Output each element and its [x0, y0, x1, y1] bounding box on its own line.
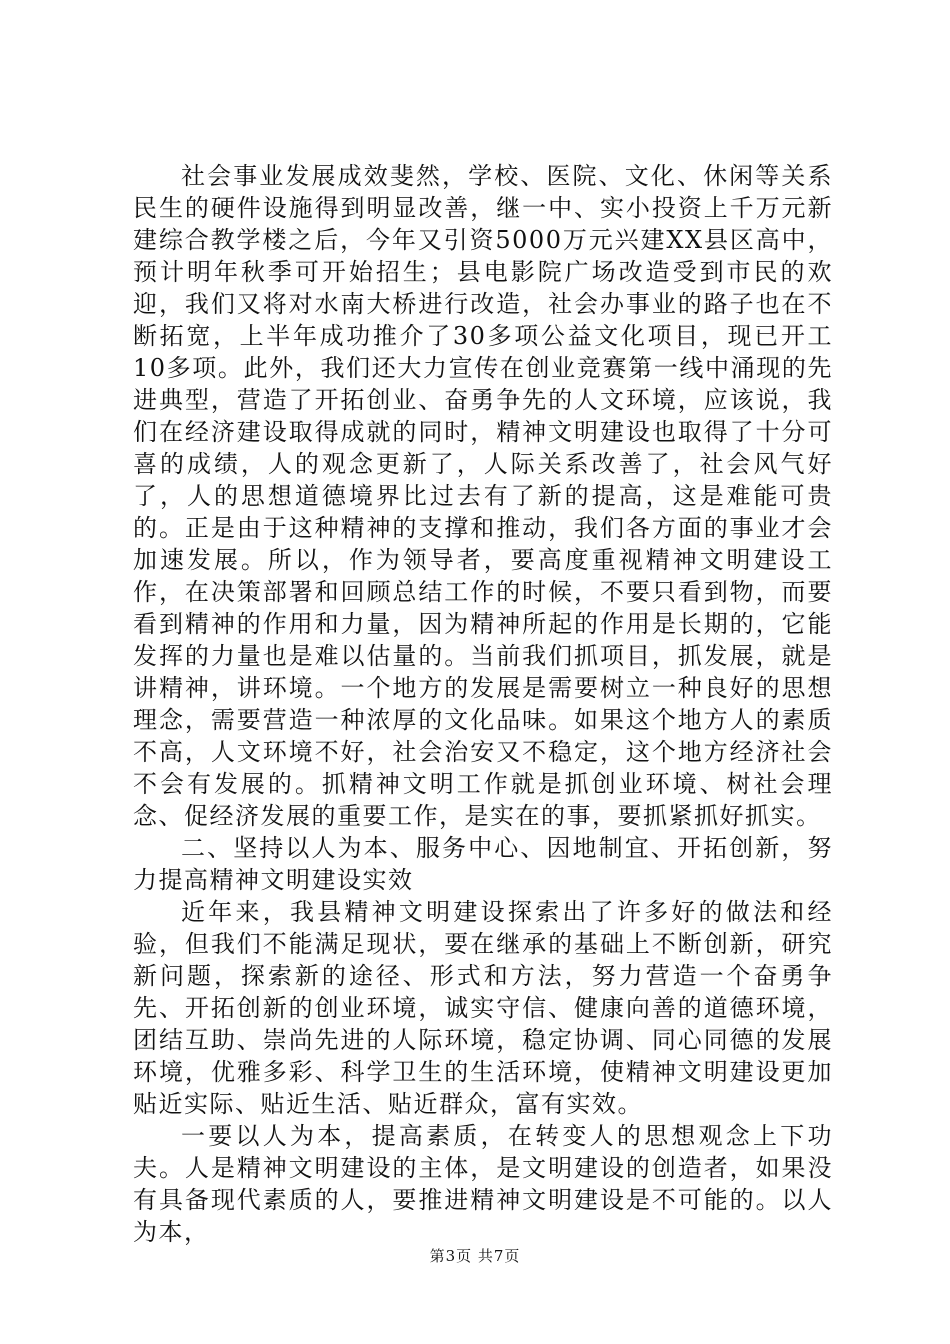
section-heading-two: 二、坚持以人为本、服务中心、因地制宜、开拓创新，努力提高精神文明建设实效: [133, 834, 833, 894]
paragraph-recent-years: 近年来，我县精神文明建设探索出了许多好的做法和经验，但我们不能满足现状，要在继承的基础上不断创新，研究新问题，探索新的途径、形式和方法，努力营造一个奋勇争先、开拓创新的创业环境，诚实守信、健康向善的道德环境，团结互助、崇尚先进的人际环境，稳定协调、同心同德的发展环境，优雅多彩、科学卫生的生活环境，使精神文明建设更加贴近实际、贴近生活、贴近群众，富有实效。: [133, 898, 833, 1118]
page-number-footer: 第3页 共7页: [429, 1247, 521, 1265]
paragraph-people-oriented: 一要以人为本，提高素质，在转变人的思想观念上下功夫。人是精神文明建设的主体，是文明建设的创造者，如果没有具备现代素质的人，要推进精神文明建设是不可能的。以人为本，: [133, 1122, 833, 1246]
paragraph-social-progress: 社会事业发展成效斐然，学校、医院、文化、休闲等关系民生的硬件设施得到明显改善，继一中、实小投资上千万元新建综合教学楼之后，今年又引资5000万元兴建XX县区高中，预计明年秋季可开始招生；县电影院广场改造受到市民的欢迎，我们又将对水南大桥进行改造，社会办事业的路子也在不断拓宽，上半年成功推介了30多项公益文化项目，现已开工10多项。此外，我们还大力宣传在创业竞赛第一线中涌现的先进典型，营造了开拓创业、奋勇争先的人文环境，应该说，我们在经济建设取得成就的同时，精神文明建设也取得了十分可喜的成绩，人的观念更新了，人际关系改善了，社会风气好了，人的思想道德境界比过去有了新的提高，这是难能可贵的。正是由于这种精神的支撑和推动，我们各方面的事业才会加速发展。所以，作为领导者，要高度重视精神文明建设工作，在决策部署和回顾总结工作的时候，不要只看到物，而要看到精神的作用和力量，因为精神所起的作用是长期的，它能发挥的力量也是难以估量的。当前我们抓项目，抓发展，就是讲精神，讲环境。一个地方的发展是需要树立一种良好的思想理念，需要营造一种浓厚的文化品味。如果这个地方人的素质不高，人文环境不好，社会治安又不稳定，这个地方经济社会不会有发展的。抓精神文明工作就是抓创业环境、树社会理念、促经济发展的重要工作，是实在的事，要抓紧抓好抓实。: [133, 162, 833, 830]
document-body: [133, 160, 833, 1248]
